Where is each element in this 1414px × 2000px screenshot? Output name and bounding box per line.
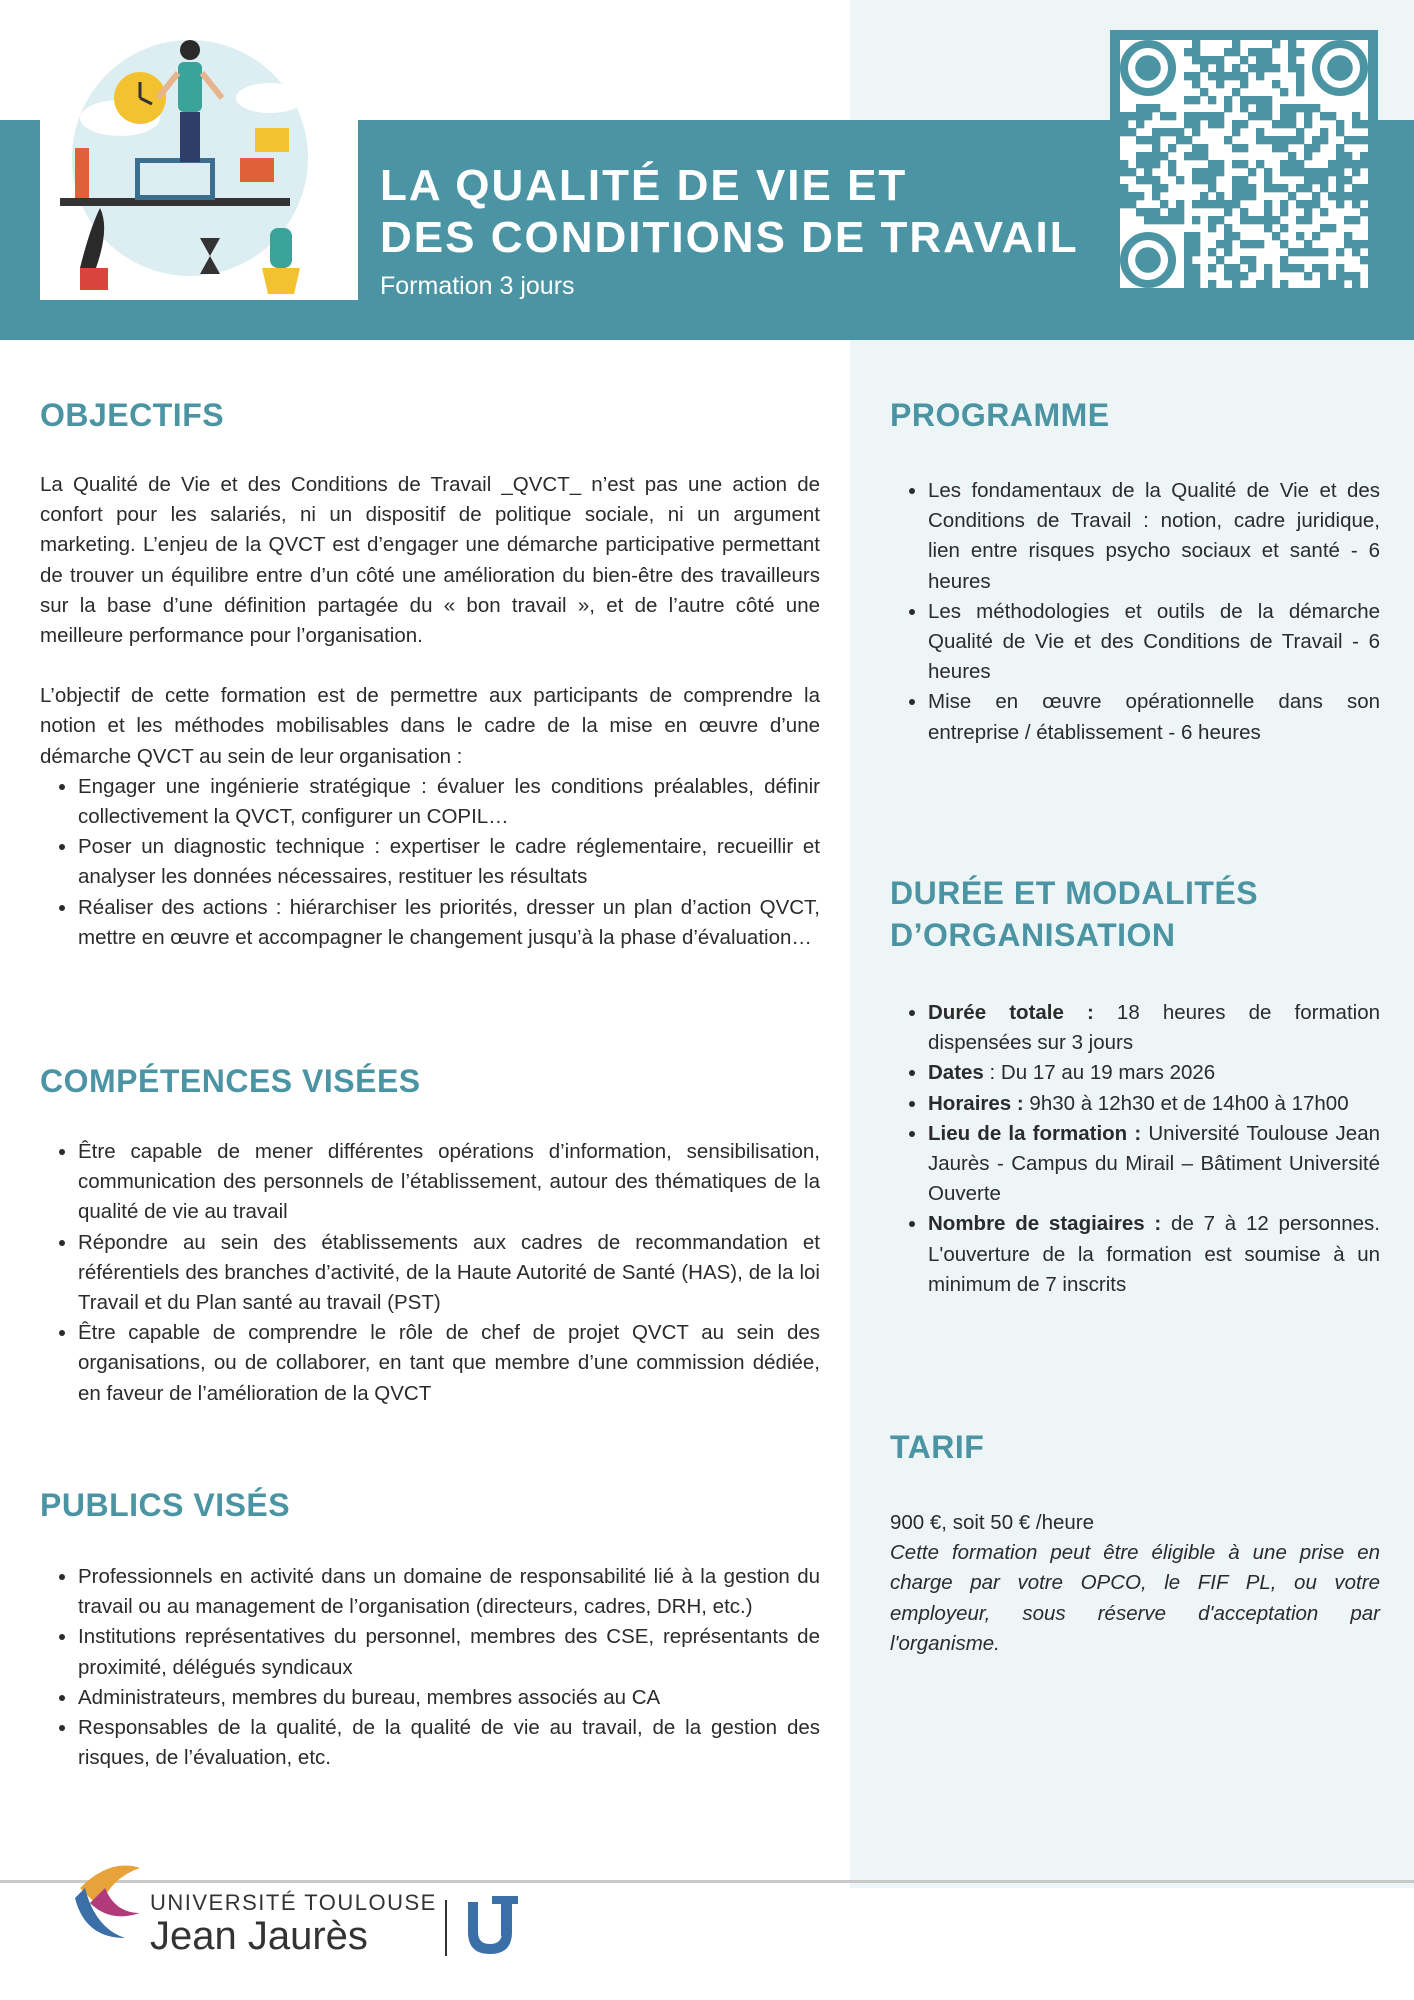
logo-line2: Jean Jaurès xyxy=(150,1914,368,1958)
item-label: Lieu de la formation : xyxy=(928,1121,1142,1145)
programme-list xyxy=(890,476,1380,748)
list-item: • Professionnels en activité dans un domaine de responsabilité lié à la gestion du travail ou au management de l’organisation (directeurs, cadres, DRH, etc.) xyxy=(78,1562,820,1622)
list-item: • Être capable de mener différentes opérations d’information, sensibilisation, communication des personnels de l’établissement, autour des thématiques de la qualité de vie au travail xyxy=(78,1137,820,1228)
tarif-note: Cette formation peut être éligible à une prise en charge par votre OPCO, le FIF PL, ou votre employeur, sous réserve d'acceptation par l'organisme. xyxy=(890,1541,1380,1655)
item-value: 9h30 à 12h30 et de 14h00 à 17h00 xyxy=(1023,1091,1349,1115)
illustration xyxy=(40,28,358,300)
section-title-objectifs: OBJECTIFS xyxy=(40,397,225,433)
objectifs-list xyxy=(40,772,820,953)
item-value: : Du 17 au 19 mars 2026 xyxy=(983,1061,1216,1085)
page-title-line2: DES CONDITIONS DE TRAVAIL xyxy=(380,213,1079,262)
header-title-block xyxy=(380,160,1100,301)
list-item: • Répondre au sein des établissements aux cadres de recommandation et référentiels des branches d’activité, de la Haute Autorité de Santé (HAS), de la loi Travail et du Plan santé au travail (PST) xyxy=(78,1228,820,1319)
tarif-price: 900 €, soit 50 € /heure xyxy=(890,1511,1095,1534)
list-item: • Réaliser des actions : hiérarchiser les priorités, dresser un plan d’action QVCT, mettre en œuvre et accompagner le changement jusqu’à la phase d’évaluation… xyxy=(78,893,820,953)
item-label: Durée totale : xyxy=(928,1001,1094,1024)
item-label: Dates xyxy=(928,1061,984,1085)
list-item: • Être capable de comprendre le rôle de chef de projet QVCT au sein des organisations, ou de collaborer, en tant que membre d’une commission dédiée, en faveur de l’amélioration de la QVCT xyxy=(78,1318,820,1409)
page-title-line1: LA QUALITÉ DE VIE ET xyxy=(380,161,908,210)
list-item xyxy=(928,998,1380,1058)
section-title-competences: COMPÉTENCES VISÉES xyxy=(40,1063,421,1099)
competences-text xyxy=(40,1137,820,1409)
section-title-duree xyxy=(890,872,1258,956)
tarif-text xyxy=(890,1508,1380,1659)
objectifs-paragraph-1: La Qualité de Vie et des Conditions de Travail _QVCT_ n’est pas une action de confort pour les salariés, ni un dispositif de politique sociale, ni un argument marketing. L’enjeu de la QVCT est d’engager une démarche participative permettant de trouver un équilibre entre d’un côté une amélioration du bien-être des travailleurs sur la base d’une définition partagée du « bon travail », et de l’autre côté une meilleure performance pour l’organisation. xyxy=(40,473,820,648)
publics-list xyxy=(40,1562,820,1773)
list-item: • Poser un diagnostic technique : expertiser le cadre réglementaire, recueillir et analyser les données nécessaires, restituer les résultats xyxy=(78,832,820,892)
programme-text xyxy=(890,476,1380,748)
ut-monogram-icon xyxy=(462,1896,522,1960)
list-item xyxy=(928,1119,1380,1210)
qr-code[interactable] xyxy=(1110,30,1378,298)
section-title-publics: PUBLICS VISÉS xyxy=(40,1487,291,1523)
logo-line1: UNIVERSITÉ TOULOUSE xyxy=(150,1890,437,1915)
publics-text xyxy=(40,1562,820,1773)
objectifs-text xyxy=(40,470,820,953)
item-value: Université Toulouse Jean Jaurès - Campus du Mirail – Bâtiment Université Ouverte xyxy=(928,1121,1380,1206)
list-item: • Administrateurs, membres du bureau, membres associés au CA xyxy=(78,1683,820,1713)
list-item: • Les méthodologies et outils de la démarche Qualité de Vie et des Conditions de Travail - 6 heures xyxy=(928,597,1380,688)
wellbeing-illustration-icon xyxy=(40,28,358,300)
competences-list xyxy=(40,1137,820,1409)
item-value: 18 heures de formation dispensées sur 3 jours xyxy=(928,1001,1380,1055)
list-item: • Mise en œuvre opérationnelle dans son entreprise / établissement - 6 heures xyxy=(928,687,1380,747)
item-label: Nombre de stagiaires : xyxy=(928,1212,1162,1236)
duree-list xyxy=(890,998,1380,1300)
section-title-programme: PROGRAMME xyxy=(890,397,1110,433)
objectifs-paragraph-2: L’objectif de cette formation est de permettre aux participants de comprendre la notion et les méthodes mobilisables dans le cadre de la mise en œuvre d’une démarche QVCT au sein de leur organisation : xyxy=(40,684,820,768)
list-item xyxy=(928,1209,1380,1300)
list-item: • Les fondamentaux de la Qualité de Vie et des Conditions de Travail : notion, cadre juridique, lien entre risques psycho sociaux et santé - 6 heures xyxy=(928,476,1380,597)
item-value: de 7 à 12 personnes. L'ouverture de la formation est soumise à un minimum de 7 inscrits xyxy=(928,1212,1380,1296)
qr-code-icon xyxy=(1120,40,1368,288)
duree-text xyxy=(890,998,1380,1300)
list-item xyxy=(928,1089,1380,1119)
section-title-tarif: TARIF xyxy=(890,1429,985,1465)
university-emblem-icon xyxy=(70,1858,150,1948)
item-label: Horaires : xyxy=(928,1091,1024,1115)
duree-title-line1: DURÉE ET MODALITÉS xyxy=(890,875,1259,911)
logo-separator xyxy=(445,1900,447,1956)
list-item: • Engager une ingénierie stratégique : évaluer les conditions préalables, définir collectivement la QVCT, configurer un COPIL… xyxy=(78,772,820,832)
list-item: • Responsables de la qualité, de la qualité de vie au travail, de la gestion des risques, de l’évaluation, etc. xyxy=(78,1713,820,1773)
list-item: • Institutions représentatives du personnel, membres des CSE, représentants de proximité, délégués syndicaux xyxy=(78,1622,820,1682)
list-item xyxy=(928,1058,1380,1088)
university-logo[interactable] xyxy=(70,1858,540,1978)
duree-title-line2: D’ORGANISATION xyxy=(890,917,1176,953)
page-subtitle: Formation 3 jours xyxy=(380,272,575,300)
